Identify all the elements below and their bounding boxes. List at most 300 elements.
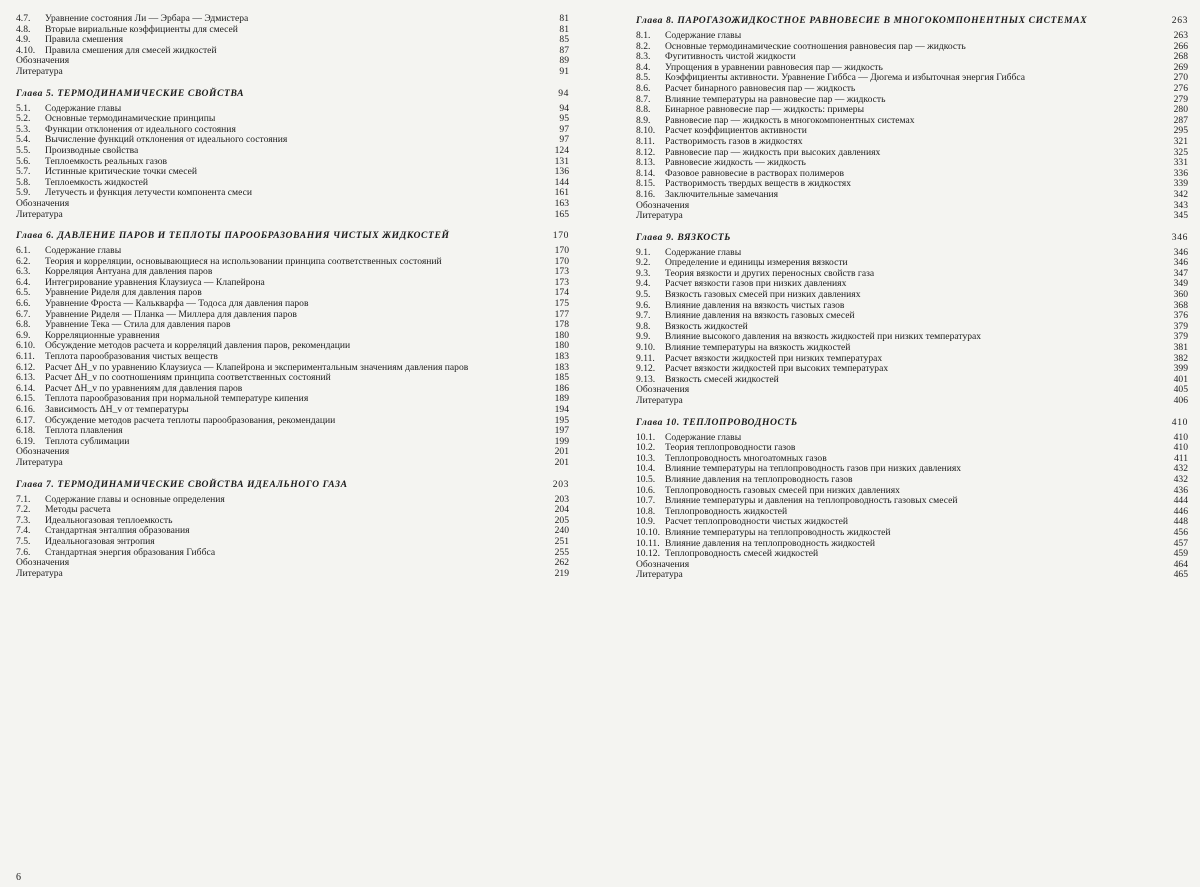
section-title: Влияние температуры и давления на теплопроводность газовых смесей — [665, 495, 958, 507]
section-number: 10.6. — [636, 484, 656, 496]
section-title: Теория теплопроводности газов — [665, 442, 796, 454]
section-page: 446 — [1173, 505, 1188, 517]
section-title: Содержание главы и основные определения — [45, 493, 225, 505]
section-title: Теория вязкости и других переносных свойств газа — [665, 267, 875, 279]
section-number: 4.9. — [16, 34, 31, 46]
section-title: Расчет теплопроводности чистых жидкостей — [665, 516, 848, 528]
chapter-heading — [636, 14, 1188, 27]
section-title: Правила смешения для смесей жидкостей — [45, 44, 217, 56]
section-number: 5.2. — [16, 113, 31, 125]
chapter-page: 203 — [552, 478, 569, 490]
section-page: 94 — [559, 102, 569, 114]
section-title: Истинные критические точки смесей — [45, 166, 198, 178]
section-page: 87 — [559, 44, 569, 56]
section-number: 10.4. — [636, 463, 656, 475]
section-page: 268 — [1173, 51, 1188, 63]
chapter-heading — [636, 416, 1188, 429]
section-page: 376 — [1173, 310, 1188, 322]
section-page: 203 — [554, 493, 569, 505]
chapter-page: 346 — [1171, 231, 1188, 243]
section-page: 173 — [554, 276, 569, 288]
section-page: 456 — [1173, 526, 1188, 538]
section-number: 6.10. — [16, 340, 36, 352]
section-title: Заключительные замечания — [665, 188, 779, 200]
section-number: 6.14. — [16, 382, 36, 394]
section-title: Литература — [16, 456, 63, 468]
section-title: Функции отклонения от идеального состояния — [45, 123, 236, 135]
section-page: 331 — [1173, 157, 1188, 169]
section-title: Расчет вязкости жидкостей при высоких температурах — [665, 363, 889, 375]
section-number: 5.8. — [16, 176, 31, 188]
section-number: 6.12. — [16, 361, 36, 373]
toc-entry — [636, 528, 1188, 539]
section-title: Расчет вязкости жидкостей при низких температурах — [665, 352, 883, 364]
chapter-title: Глава 7. ТЕРМОДИНАМИЧЕСКИЕ СВОЙСТВА ИДЕАЛЬНОГО ГАЗА — [16, 478, 348, 490]
section-title: Бинарное равновесие пар — жидкость: примеры — [665, 104, 865, 116]
section-page: 336 — [1173, 167, 1188, 179]
section-number: 9.6. — [636, 299, 651, 311]
section-title: Содержание главы — [45, 102, 122, 114]
right-page-contents — [636, 14, 1188, 590]
section-title: Теплота сублимации — [45, 435, 130, 447]
section-number: 7.4. — [16, 525, 31, 537]
section-page: 280 — [1173, 104, 1188, 116]
section-title: Обозначения — [16, 446, 70, 458]
section-title: Стандартная энталпия образования — [45, 525, 190, 537]
section-number: 8.2. — [636, 40, 651, 52]
chapter-title: Глава 8. ПАРОГАЗОЖИДКОСТНОЕ РАВНОВЕСИЕ В МНОГОКОМПОНЕНТНЫХ СИСТЕМАХ — [636, 15, 1088, 26]
section-title: Уравнение Риделя — Планка — Миллера для давления паров — [45, 308, 297, 320]
section-number: 10.11. — [636, 537, 660, 549]
section-number: 9.5. — [636, 289, 651, 301]
section-number: 5.6. — [16, 155, 31, 167]
section-page: 170 — [554, 245, 569, 257]
section-title: Правила смешения — [45, 34, 124, 46]
section-page: 339 — [1173, 178, 1188, 190]
section-page: 95 — [559, 113, 569, 125]
section-title: Содержание главы — [665, 246, 742, 258]
section-title: Растворимость твердых веществ в жидкостях — [665, 178, 851, 190]
section-page: 97 — [559, 134, 569, 146]
section-page: 448 — [1173, 516, 1188, 528]
toc-entry — [16, 46, 569, 57]
toc-entry — [636, 31, 1188, 42]
toc-entry — [636, 84, 1188, 95]
section-number: 9.11. — [636, 352, 655, 364]
section-page: 174 — [554, 287, 569, 299]
section-title: Уравнение Фроста — Калькварфа — Тодоса для давления паров — [45, 298, 309, 310]
section-title: Влияние давления на теплопроводность жидкостей — [665, 537, 875, 549]
toc-entry — [636, 385, 1188, 396]
section-title: Обозначения — [16, 55, 70, 67]
toc-entry — [16, 458, 569, 469]
section-page: 321 — [1173, 135, 1188, 147]
section-page: 178 — [554, 319, 569, 331]
section-number: 8.12. — [636, 146, 656, 158]
section-page: 204 — [554, 504, 569, 516]
section-number: 4.10. — [16, 44, 36, 56]
chapter-page: 263 — [1171, 15, 1188, 26]
section-title: Теплопроводность газовых смесей при низких давлениях — [665, 484, 900, 496]
section-number: 10.2. — [636, 442, 656, 454]
section-page: 183 — [554, 361, 569, 373]
section-page: 144 — [554, 176, 569, 188]
section-title: Влияние температуры на вязкость жидкостей — [665, 342, 851, 354]
section-number: 10.9. — [636, 516, 656, 528]
section-title: Корреляционные уравнения — [45, 329, 160, 341]
section-number: 6.19. — [16, 435, 36, 447]
section-title: Вычисление функций отклонения от идеального состояния — [45, 134, 288, 146]
section-number: 7.3. — [16, 514, 31, 526]
section-page: 175 — [554, 298, 569, 310]
section-page: 124 — [554, 144, 569, 156]
section-title: Обсуждение методов расчета и корреляций давления паров, рекомендации — [45, 340, 351, 352]
toc-entry — [636, 560, 1188, 571]
section-number: 8.15. — [636, 178, 656, 190]
section-number: 6.16. — [16, 404, 36, 415]
toc-entry — [636, 201, 1188, 212]
section-number: 8.9. — [636, 114, 651, 126]
section-number: 5.7. — [16, 166, 31, 178]
section-number: 4.7. — [16, 13, 31, 24]
section-page: 170 — [554, 255, 569, 267]
section-title: Теплота плавления — [45, 425, 123, 437]
section-number: 9.3. — [636, 267, 651, 279]
section-title: Расчет бинарного равновесия пар — жидкость — [665, 82, 856, 94]
section-page: 343 — [1173, 199, 1188, 211]
section-page: 432 — [1173, 473, 1188, 485]
section-number: 6.18. — [16, 425, 36, 437]
section-page: 177 — [554, 308, 569, 320]
section-title: Теплопроводность жидкостей — [665, 505, 788, 517]
section-title: Литература — [16, 208, 63, 220]
chapter-block — [16, 14, 569, 78]
toc-entry — [16, 67, 569, 78]
section-number: 6.9. — [16, 329, 31, 341]
section-page: 279 — [1173, 93, 1188, 105]
section-title: Теплоемкость реальных газов — [45, 155, 168, 167]
section-page: 360 — [1173, 289, 1188, 301]
section-page: 266 — [1173, 40, 1188, 52]
section-title: Теория и корреляции, основывающиеся на использовании принципа соответственных состояний — [45, 255, 442, 267]
chapter-block — [16, 87, 569, 221]
section-title: Влияние высокого давления на вязкость жидкостей при низких температурах — [665, 331, 982, 343]
section-number: 6.5. — [16, 287, 31, 299]
section-title: Уравнение состояния Ли — Эрбара — Эдмистера — [45, 13, 249, 24]
section-page: 345 — [1173, 210, 1188, 222]
section-number: 6.2. — [16, 255, 31, 267]
section-page: 346 — [1173, 246, 1188, 258]
section-title: Идеальногазовая теплоемкость — [45, 514, 173, 526]
section-page: 89 — [559, 55, 569, 67]
chapter-block — [636, 416, 1188, 581]
section-page: 379 — [1173, 331, 1188, 343]
section-title: Расчет вязкости газов при низких давлениях — [665, 278, 847, 290]
section-number: 9.2. — [636, 257, 651, 269]
section-title: Основные термодинамические соотношения равновесия пар — жидкость — [665, 40, 966, 52]
chapter-title: Глава 6. ДАВЛЕНИЕ ПАРОВ И ТЕПЛОТЫ ПАРООБРАЗОВАНИЯ ЧИСТЫХ ЖИДКОСТЕЙ — [16, 230, 450, 242]
section-page: 219 — [554, 567, 569, 579]
section-page: 379 — [1173, 320, 1188, 332]
section-title: Литература — [636, 210, 683, 222]
section-number: 7.1. — [16, 493, 31, 505]
section-page: 161 — [554, 187, 569, 199]
section-title: Обозначения — [636, 558, 690, 570]
section-page: 399 — [1173, 363, 1188, 375]
section-page: 287 — [1173, 114, 1188, 126]
section-title: Обозначения — [16, 197, 70, 209]
section-number: 8.13. — [636, 157, 656, 169]
section-number: 7.5. — [16, 535, 31, 547]
section-number: 6.17. — [16, 414, 36, 426]
section-number: 10.1. — [636, 431, 656, 443]
section-page: 270 — [1173, 72, 1188, 84]
section-title: Обозначения — [636, 384, 690, 396]
section-number: 7.6. — [16, 546, 31, 558]
section-title: Расчет коэффициентов активности — [665, 125, 807, 137]
section-page: 347 — [1173, 267, 1188, 279]
section-page: 405 — [1173, 384, 1188, 396]
section-title: Обсуждение методов расчета теплоты парообразования, рекомендации — [45, 414, 336, 426]
section-title: Влияние температуры на теплопроводность жидкостей — [665, 526, 891, 538]
section-title: Корреляция Антуана для давления паров — [45, 266, 213, 278]
page-number: 6 — [16, 872, 21, 883]
section-page: 81 — [559, 23, 569, 35]
section-page: 81 — [559, 13, 569, 24]
section-title: Теплота парообразования при нормальной температуре кипения — [45, 393, 309, 405]
toc-entry — [16, 14, 569, 25]
section-title: Определение и единицы измерения вязкости — [665, 257, 848, 269]
section-page: 342 — [1173, 188, 1188, 200]
chapter-heading — [16, 229, 569, 242]
section-title: Обозначения — [636, 199, 690, 211]
left-page-contents — [16, 14, 569, 588]
section-title: Расчет ΔH_v по соотношениям принципа соответственных состояний — [45, 372, 331, 384]
section-title: Теплоемкость жидкостей — [45, 176, 149, 188]
section-title: Влияние температуры на равновесие пар — жидкость — [665, 93, 886, 105]
section-page: 269 — [1173, 61, 1188, 73]
section-page: 189 — [554, 393, 569, 405]
section-title: Вторые вириальные коэффициенты для смесей — [45, 23, 238, 35]
section-page: 197 — [554, 425, 569, 437]
section-number: 9.13. — [636, 373, 656, 385]
section-title: Фугитивность чистой жидкости — [665, 51, 796, 63]
section-number: 10.10. — [636, 526, 660, 538]
chapter-page: 170 — [552, 230, 569, 242]
section-page: 131 — [554, 155, 569, 167]
section-page: 401 — [1173, 373, 1188, 385]
section-number: 8.5. — [636, 72, 651, 84]
section-number: 9.8. — [636, 320, 651, 332]
section-page: 165 — [554, 208, 569, 220]
section-page: 406 — [1173, 395, 1188, 406]
section-number: 8.1. — [636, 30, 651, 41]
section-page: 136 — [554, 166, 569, 178]
toc-entry — [636, 137, 1188, 148]
section-page: 432 — [1173, 463, 1188, 475]
section-number: 9.1. — [636, 246, 651, 258]
section-number: 6.6. — [16, 298, 31, 310]
section-page: 464 — [1173, 558, 1188, 570]
section-number: 6.15. — [16, 393, 36, 405]
section-number: 5.1. — [16, 102, 31, 114]
toc-entry — [636, 475, 1188, 486]
section-number: 8.16. — [636, 188, 656, 200]
toc-entry — [16, 537, 569, 548]
section-number: 9.9. — [636, 331, 651, 343]
section-title: Зависимость ΔH_v от температуры — [45, 404, 189, 415]
section-number: 8.14. — [636, 167, 656, 179]
section-page: 183 — [554, 351, 569, 363]
section-page: 346 — [1173, 257, 1188, 269]
section-title: Литература — [636, 395, 683, 406]
section-title: Стандартная энергия образования Гиббса — [45, 546, 216, 558]
section-page: 186 — [554, 382, 569, 394]
section-number: 8.10. — [636, 125, 656, 137]
section-number: 6.8. — [16, 319, 31, 331]
section-page: 173 — [554, 266, 569, 278]
section-number: 5.5. — [16, 144, 31, 156]
section-number: 10.5. — [636, 473, 656, 485]
section-number: 7.2. — [16, 504, 31, 516]
section-title: Равновесие пар — жидкость при высоких давлениях — [665, 146, 881, 158]
section-number: 10.12. — [636, 548, 660, 560]
section-title: Литература — [16, 567, 63, 579]
section-page: 436 — [1173, 484, 1188, 496]
section-number: 9.7. — [636, 310, 651, 322]
section-page: 262 — [554, 557, 569, 569]
section-title: Производные свойства — [45, 144, 139, 156]
section-title: Интегрирование уравнения Клаузиуса — Клапейрона — [45, 276, 265, 288]
toc-entry — [16, 188, 569, 199]
section-number: 8.11. — [636, 135, 655, 147]
chapter-title: Глава 10. ТЕПЛОПРОВОДНОСТЬ — [636, 416, 798, 428]
section-title: Коэффициенты активности. Уравнение Гиббса — Дюгема и избыточная энергия Гиббса — [665, 72, 1026, 84]
section-page: 382 — [1173, 352, 1188, 364]
section-page: 411 — [1173, 452, 1188, 464]
toc-entry — [636, 549, 1188, 560]
section-number: 5.4. — [16, 134, 31, 146]
section-page: 410 — [1173, 431, 1188, 443]
toc-entry — [636, 396, 1188, 407]
section-page: 195 — [554, 414, 569, 426]
section-number: 8.3. — [636, 51, 651, 63]
section-page: 410 — [1173, 442, 1188, 454]
section-page: 180 — [554, 329, 569, 341]
section-title: Расчет ΔH_v по уравнениям для давления паров — [45, 382, 243, 394]
toc-entry — [16, 548, 569, 559]
section-title: Литература — [16, 65, 63, 77]
section-number: 6.13. — [16, 372, 36, 384]
section-title: Вязкость газовых смесей при низких давлениях — [665, 289, 861, 301]
section-number: 6.11. — [16, 351, 35, 363]
section-page: 459 — [1173, 548, 1188, 560]
section-page: 201 — [554, 446, 569, 458]
section-page: 240 — [554, 525, 569, 537]
section-title: Растворимость газов в жидкостях — [665, 135, 803, 147]
section-page: 251 — [554, 535, 569, 547]
section-number: 4.8. — [16, 23, 31, 35]
section-title: Расчет ΔH_v по уравнению Клаузиуса — Клапейрона и экспериментальным значениям давления паров — [45, 361, 469, 373]
section-number: 10.8. — [636, 505, 656, 517]
section-page: 255 — [554, 546, 569, 558]
chapter-title: Глава 9. ВЯЗКОСТЬ — [636, 231, 731, 243]
section-title: Упрощения в уравнении равновесия пар — жидкость — [665, 61, 883, 73]
section-page: 276 — [1173, 82, 1188, 94]
section-page: 194 — [554, 404, 569, 415]
chapter-block — [636, 14, 1188, 222]
toc-entry — [636, 190, 1188, 201]
section-page: 205 — [554, 514, 569, 526]
section-page: 325 — [1173, 146, 1188, 158]
section-title: Идеальногазовая энтропия — [45, 535, 155, 547]
section-number: 6.3. — [16, 266, 31, 278]
section-page: 185 — [554, 372, 569, 384]
section-title: Равновесие жидкость — жидкость — [665, 157, 806, 169]
toc-entry — [16, 447, 569, 458]
section-title: Влияние давления на вязкость чистых газов — [665, 299, 845, 311]
section-number: 8.7. — [636, 93, 651, 105]
section-number: 9.4. — [636, 278, 651, 290]
section-title: Теплота парообразования чистых веществ — [45, 351, 218, 363]
section-page: 368 — [1173, 299, 1188, 311]
section-number: 5.3. — [16, 123, 31, 135]
section-number: 6.7. — [16, 308, 31, 320]
section-title: Содержание главы — [665, 431, 742, 443]
chapter-title: Глава 5. ТЕРМОДИНАМИЧЕСКИЕ СВОЙСТВА — [16, 87, 245, 99]
section-page: 263 — [1173, 30, 1188, 41]
section-number: 8.8. — [636, 104, 651, 116]
toc-entry — [636, 570, 1188, 581]
section-number: 6.4. — [16, 276, 31, 288]
toc-entry — [16, 146, 569, 157]
toc-entry — [16, 405, 569, 416]
toc-entry — [636, 211, 1188, 222]
chapter-heading — [16, 478, 569, 491]
section-title: Влияние давления на теплопроводность газов — [665, 473, 853, 485]
chapter-block — [636, 231, 1188, 407]
section-title: Фазовое равновесие в растворах полимеров — [665, 167, 845, 179]
chapter-block — [16, 229, 569, 468]
section-page: 199 — [554, 435, 569, 447]
section-title: Равновесие пар — жидкость в многокомпонентных системах — [665, 114, 915, 126]
chapter-heading — [16, 87, 569, 100]
toc-entry — [636, 375, 1188, 386]
toc-entry — [16, 437, 569, 448]
section-title: Обозначения — [16, 557, 70, 569]
section-title: Уравнение Тека — Стила для давления паров — [45, 319, 231, 331]
section-title: Летучесть и функция летучести компонента смеси — [45, 187, 253, 199]
section-title: Основные термодинамические принципы — [45, 113, 216, 125]
section-title: Содержание главы — [665, 30, 742, 41]
toc-entry — [16, 569, 569, 580]
toc-entry — [16, 56, 569, 67]
section-page: 180 — [554, 340, 569, 352]
toc-entry — [16, 558, 569, 569]
section-title: Вязкость жидкостей — [665, 320, 748, 332]
section-number: 9.12. — [636, 363, 656, 375]
section-page: 97 — [559, 123, 569, 135]
section-title: Уравнение Риделя для давления паров — [45, 287, 202, 299]
section-number: 10.7. — [636, 495, 656, 507]
section-title: Вязкость смесей жидкостей — [665, 373, 779, 385]
section-page: 295 — [1173, 125, 1188, 137]
section-page: 163 — [554, 197, 569, 209]
section-title: Теплопроводность смесей жидкостей — [665, 548, 819, 560]
chapter-heading — [636, 231, 1188, 244]
section-number: 8.4. — [636, 61, 651, 73]
section-page: 349 — [1173, 278, 1188, 290]
